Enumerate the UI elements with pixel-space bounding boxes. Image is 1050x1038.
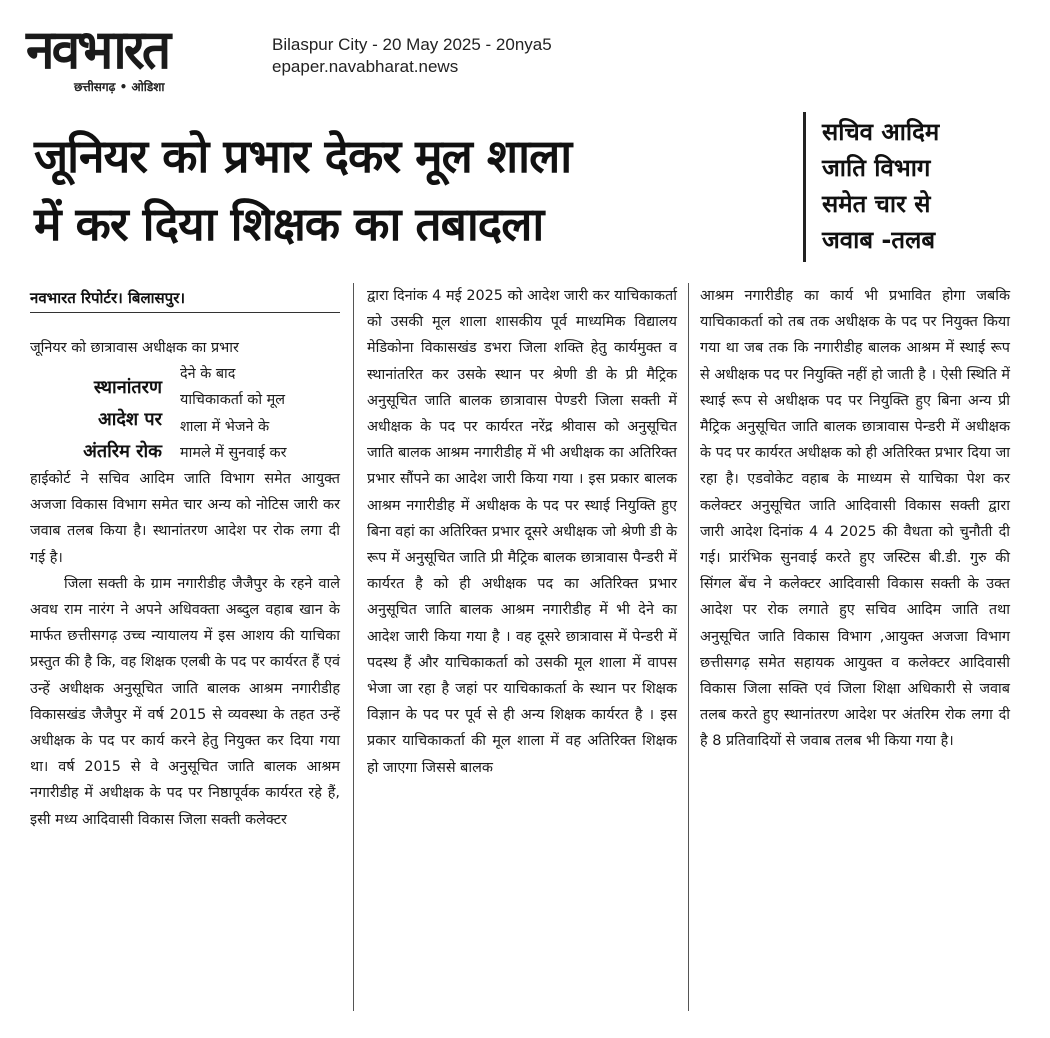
headline-divider: [803, 112, 806, 262]
column-divider-2: [688, 283, 689, 1011]
epaper-site: epaper.navabharat.news: [272, 57, 459, 76]
side-headline-line-1: सचिव आदिम: [822, 118, 940, 146]
side-headline-line-3: समेत चार से: [822, 190, 931, 218]
wrap-line-2: याचिकाकर्ता को मूल: [180, 392, 285, 409]
subhead-line-2: आदेश पर: [97, 409, 162, 430]
subhead-line-3: अंतरिम रोक: [83, 441, 162, 462]
article-column-3: [700, 283, 1010, 755]
side-headline: [822, 114, 1022, 258]
edition-info: [272, 34, 552, 78]
wrap-line-4: मामले में सुनवाई कर: [180, 444, 287, 461]
column-2-text: द्वारा दिनांक 4 मई 2025 को आदेश जारी कर याचिकाकर्ता को उसकी मूल शाला शासकीय पूर्व माध्यमिक विद्यालय मेडिकोना विकासखंड डभरा जिला शक्ति हेतु कार्यमुक्त व स्थानांतरित कर उसके स्थान पर श्रेणी डी के प्री मैट्रिक अनुसूचित जाति बालक छात्रावास पेण्डरी जिला सक्ती में अधीक्षक के पद पर कार्यरत नरेंद्र श्रीवास को अनुसूचित जाति बालक आश्रम नगारीडीह में भी अधीक्षक का अतिरिक्त प्रभार सौंपने का आदेश जारी किया गया । इस प्रकार बालक आश्रम नगारीडीह में अधीक्षक के पद पर स्थाई नियुक्ति हुए बिना वहां का अतिरिक्त प्रभार दूसरे अधीक्षक जो श्रेणी डी के रूप में अनुसूचित जाति प्री मैट्रिक बालक छात्रावास पैन्डरी में कार्यरत है को ही अधीक्षक पद का अतिरिक्त प्रभार अनुसूचित जाति बालक आश्रम नगारीडीह में भी देने का आदेश जारी किया गया है । वह दूसरे छात्रावास में पेन्डरी में पदस्थ हैं और याचिकाकर्ता को उसकी मूल शाला में वापस भेजा जा रहा है जहां पर याचिकाकर्ता के स्थान पर शिक्षक विज्ञान के पद पर पूर्व से ही अन्य शिक्षक कार्यरत है । इस प्रकार याचिकाकर्ता की मूल शाला में वह अतिरिक्त शिक्षक हो जाएगा जिससे बालक: [367, 288, 677, 776]
wrap-line-1: देने के बाद: [180, 366, 236, 383]
newspaper-masthead: [26, 20, 254, 96]
byline: नवभारत रिपोर्टर। बिलासपुर।: [30, 289, 186, 307]
newspaper-logo: नवभारत: [26, 18, 169, 81]
logo-subtitle: छत्तीसगढ़ • ओडिशा: [74, 80, 165, 94]
subheadline: [30, 372, 162, 468]
side-headline-line-2: जाति विभाग: [822, 154, 931, 182]
headline-line-2: में कर दिया शिक्षक का तबादला: [34, 197, 544, 251]
side-headline-line-4: जवाब -तलब: [822, 226, 936, 254]
main-headline: [34, 122, 794, 258]
column-3-text: आश्रम नगारीडीह का कार्य भी प्रभावित होगा जबकि याचिकाकर्ता को तब तक अधीक्षक के पद पर नियुक्त किया गया था जब तक कि नगारीडीह बालक आश्रम में स्थाई रूप से अधीक्षक पद पर नियुक्ति नहीं हो जाती है । ऐसी स्थिति में स्थाई रूप से अधीक्षक पद पर नियुक्ति हुए बिना अन्य प्री मैट्रिक अनुसूचित जाति बालक छात्रावास पेन्डरी में अधीक्षक के पद पर कार्यरत अधीक्षक को ही अतिरिक्त प्रभार दिया जा रहा है। एडवोकेट वहाब के माध्यम से याचिका पेश कर कलेक्टर अनुसूचित जाति आदिवासी विकास सक्ती द्वारा जारी आदेश दिनांक 4 4 2025 की वैधता को चुनौती दी गई। प्रारंभिक सुनवाई करते हुए जस्टिस बी.डी. गुरु की सिंगल बेंच ने कलेक्टर आदिवासी विकास सक्ती के उक्त आदेश पर रोक लगाते हुए सचिव आदिम जाति तथा अनुसूचित जाति विकास विभाग ,आयुक्त अजजा विभाग छत्तीसगढ़ समेत सहायक आयुक्त व कलेक्टर आदिवासी विकास जिला सक्ति एवं जिला शिक्षा अधिकारी से जवाब तलब करते हुए स्थानांतरण आदेश पर अंतरिम रोक लगा दी है 8 प्रतिवादियों से जवाब तलब भी किया गया है।: [700, 288, 1010, 750]
article-column-2: [367, 283, 677, 781]
lead-line: जूनियर को छात्रावास अधीक्षक का प्रभार: [30, 340, 239, 356]
byline-divider: [30, 312, 340, 313]
headline-line-1: जूनियर को प्रभार देकर मूल शाला: [34, 129, 572, 183]
paragraph-2: जिला सक्ती के ग्राम नगारीडीह जैजैपुर के रहने वाले अवध राम नारंग ने अपने अधिवक्ता अब्दुल वहाब खान के मार्फत छत्तीसगढ़ उच्च न्यायालय में इस आशय की याचिका प्रस्तुत की है कि, वह शिक्षक एलबी के पद पर कार्यरत हैं एवं उन्हें अधीक्षक अनुसूचित जाति बालक आश्रम नगारीडीह विकासखंड जैजैपुर में वर्ष 2015 से व्यवस्था के तहत उन्हें अधीक्षक के पद पर कार्य करने हेतु नियुक्त कर दिया गया था। वर्ष 2015 से वे अनुसूचित जाति बालक आश्रम नगारीडीह में अधीक्षक के पद पर निष्ठापूर्वक कार्यरत रहे हैं, इसी मध्य आदिवासी विकास जिला सक्ती कलेक्टर: [30, 575, 340, 828]
subhead-line-1: स्थानांतरण: [93, 377, 162, 398]
wrap-line-3: शाला में भेजने के: [180, 418, 270, 435]
paragraph-1-rest: हाईकोर्ट ने सचिव आदिम जाति विभाग समेत आयुक्त अजजा विकास विभाग समेत चार अन्य को नोटिस जारी कर जवाब तलब किया है। स्थानांतरण आदेश पर रोक लगा दी गई है।: [30, 471, 340, 566]
edition-line: Bilaspur City - 20 May 2025 - 20nya5: [272, 35, 552, 54]
column-divider-1: [353, 283, 354, 1011]
